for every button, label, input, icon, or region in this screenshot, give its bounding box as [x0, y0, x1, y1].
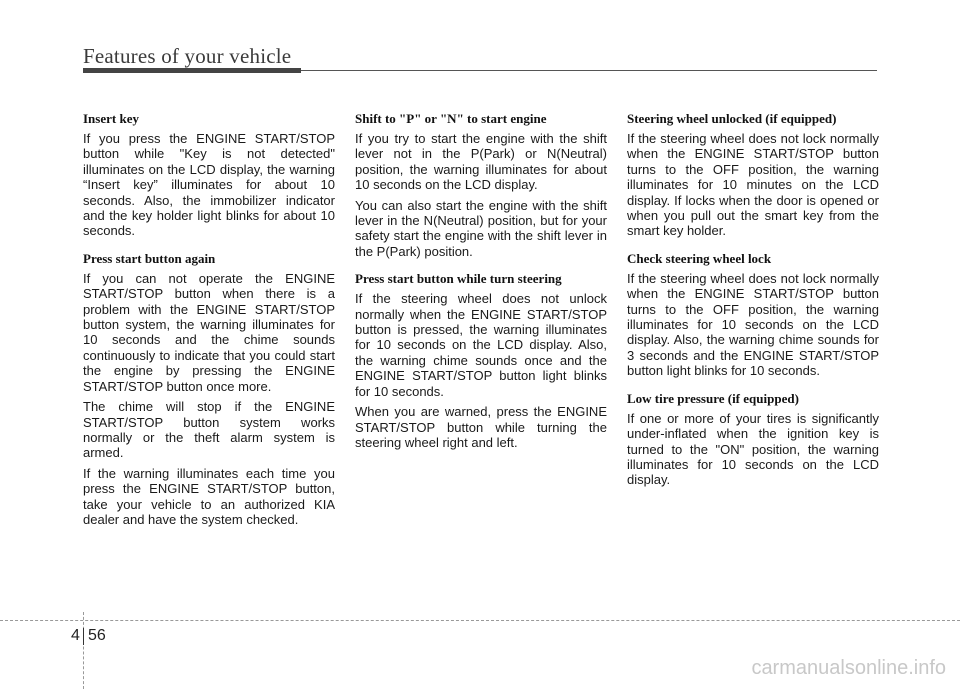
chapter-number: 4 [71, 627, 80, 644]
header-rule-thin [301, 70, 877, 71]
paragraph: When you are warned, press the ENGINE START/STOP button while turning the steering wheel right and left. [355, 404, 607, 450]
header-rule-thick [83, 68, 301, 73]
text-column-3 [627, 111, 879, 500]
section-shift-to-p-or-n [355, 111, 607, 259]
paragraph: If the warning illuminates each time you press the ENGINE START/STOP button, take your vehicle to an authorized KIA dealer and have the system checked. [83, 465, 335, 527]
section-press-start-button-again [83, 251, 335, 528]
paragraph: If the steering wheel does not lock normally when the ENGINE START/STOP button turns to the OFF position, the warning illuminates for 10 minutes on the LCD display. If locks when the door is opened or when you pull out the smart key from the smart key holder. [627, 131, 879, 239]
section-insert-key [83, 111, 335, 239]
text-column-1 [83, 111, 335, 539]
footer-divider [83, 628, 84, 645]
watermark: carmanualsonline.info [751, 657, 946, 679]
footer-rule [0, 620, 960, 621]
paragraph: You can also start the engine with the shift lever in the N(Neutral) position, but for your safety start the engine with the shift lever in the P(Park) position. [355, 197, 607, 259]
section-heading: Shift to "P" or "N" to start engine [355, 111, 547, 126]
paragraph: If the steering wheel does not lock normally when the ENGINE START/STOP button turns to the OFF position, the warning illuminates for 10 seconds on the LCD display. Also, the warning chime sounds for 3 seconds and the ENGINE START/STOP button light blinks for 10 seconds. [627, 270, 879, 379]
paragraph: If you press the ENGINE START/STOP button while "Key is not detected" illuminates on the LCD display, the warning “Insert key” illuminates for about 10 seconds. Also, the immobilizer indicator and the key holder light blinks for about 10 seconds. [83, 131, 335, 239]
footer-margin-line [83, 612, 84, 689]
paragraph: If you can not operate the ENGINE START/STOP button when there is a problem with the ENGINE START/STOP button system, the warning illuminates for 10 seconds and the chime sounds continuously to indicate that you could start the engine by pressing the ENGINE START/STOP button once more. [83, 270, 335, 394]
section-press-start-while-turn-steering [355, 271, 607, 450]
paragraph: If one or more of your tires is significantly under-inflated when the ignition key is turned to the "ON" position, the warning illuminates for 10 seconds on the LCD display. [627, 410, 879, 488]
paragraph: If you try to start the engine with the shift lever not in the P(Park) or N(Neutral) position, the warning illuminates for about 10 seconds on the LCD display. [355, 131, 607, 193]
section-heading: Low tire pressure (if equipped) [627, 390, 799, 406]
page-title: Features of your vehicle [83, 44, 292, 68]
section-heading: Check steering wheel lock [627, 250, 772, 266]
section-heading: Press start button again [83, 250, 216, 266]
section-heading: Steering wheel unlocked (if equipped) [627, 111, 837, 126]
text-column-2 [355, 111, 607, 462]
paragraph: If the steering wheel does not unlock normally when the ENGINE START/STOP button is pressed, the warning illuminates for 10 seconds on the LCD display. Also, the warning chime sounds once and the ENGINE START/STOP button light blinks for 10 seconds. [355, 291, 607, 399]
section-heading: Insert key [83, 111, 139, 126]
section-check-steering-wheel-lock [627, 251, 879, 379]
paragraph: The chime will stop if the ENGINE START/STOP button system works normally or the theft alarm system is armed. [83, 399, 335, 461]
section-low-tire-pressure [627, 391, 879, 488]
section-heading: Press start button while turn steering [355, 271, 562, 287]
page-number: 56 [88, 627, 106, 644]
section-steering-wheel-unlocked [627, 111, 879, 239]
